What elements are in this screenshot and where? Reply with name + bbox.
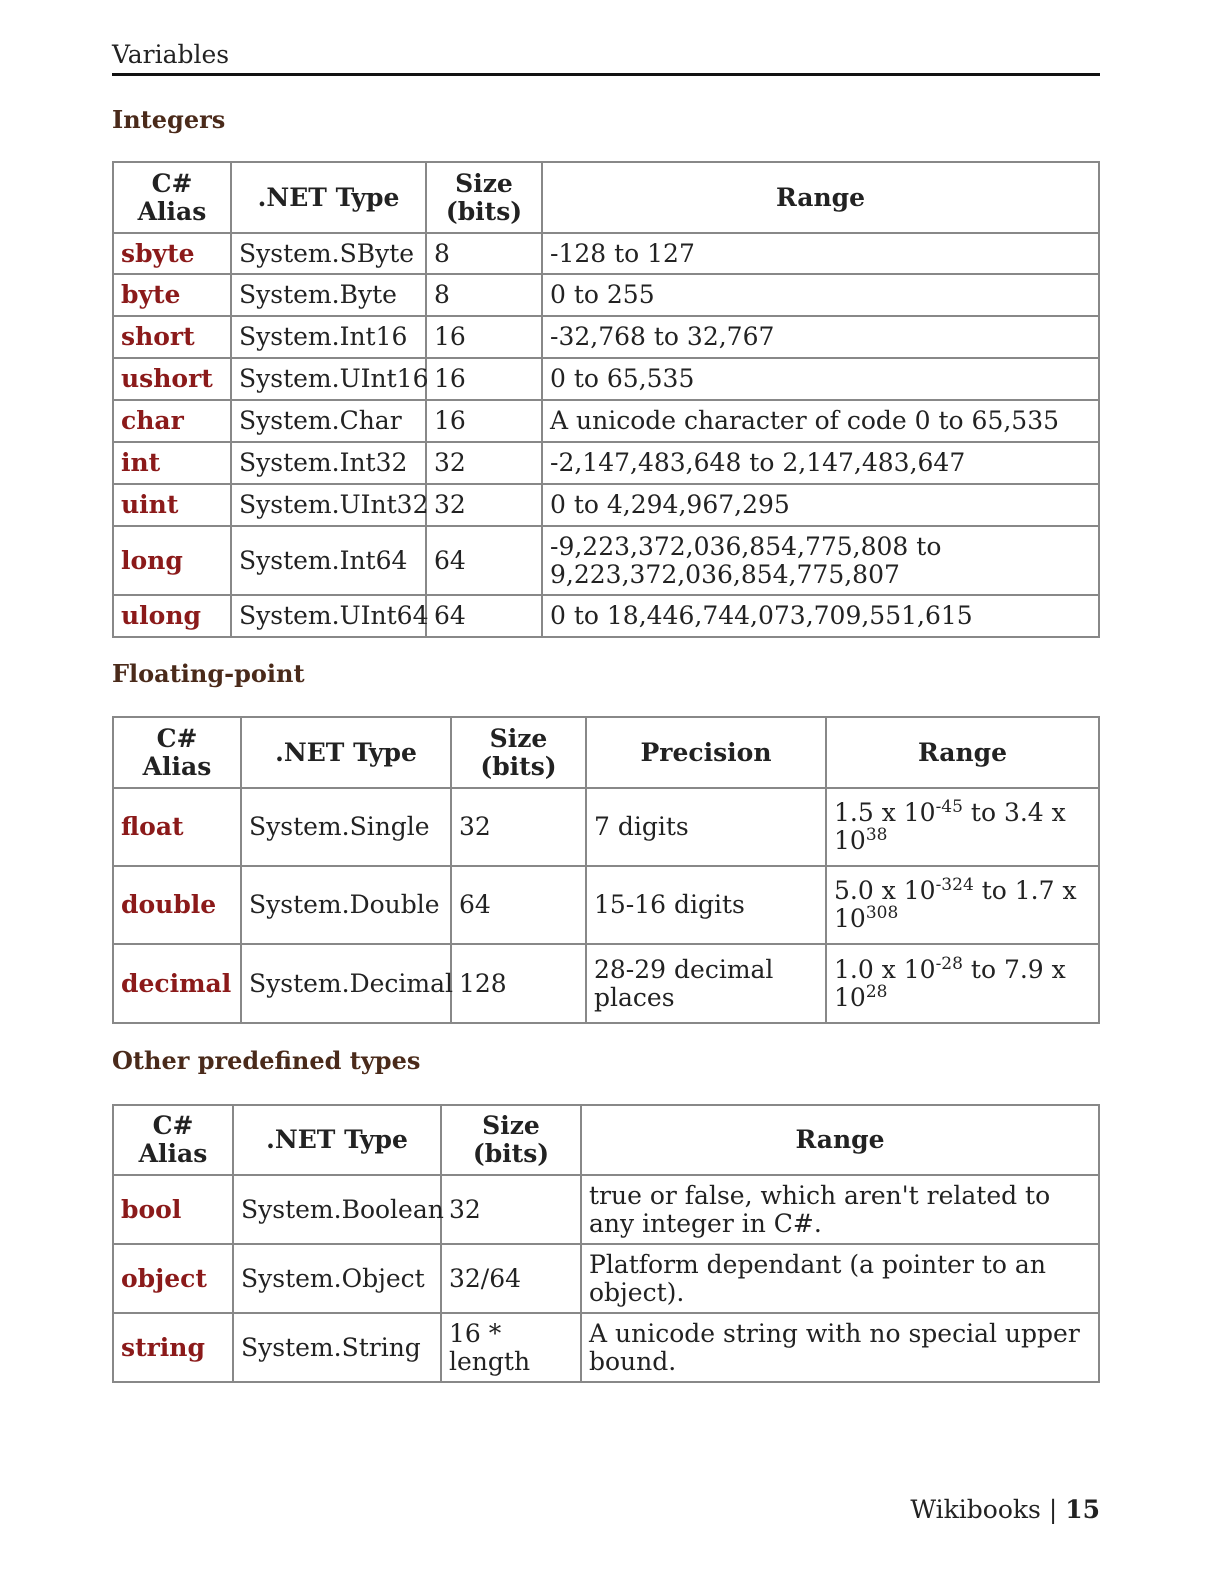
range-exponent: -324 xyxy=(935,875,974,895)
net-type-cell: System.Int16 xyxy=(231,316,426,358)
table-row xyxy=(113,316,1099,358)
alias-cell: double xyxy=(113,866,241,944)
page-number: 15 xyxy=(1065,1495,1100,1524)
size-cell: 16 * length xyxy=(441,1313,581,1382)
net-type-cell: System.Double xyxy=(241,866,451,944)
precision-cell: 15-16 digits xyxy=(586,866,826,944)
table-row xyxy=(113,1175,1099,1244)
header-cell: .NET Type xyxy=(233,1105,441,1175)
range-base: 1.0 x 10 xyxy=(834,954,936,984)
header-cell: Size (bits) xyxy=(426,162,542,233)
alias-cell: uint xyxy=(113,484,231,526)
range-cell: A unicode character of code 0 to 65,535 xyxy=(542,400,1099,442)
header-cell: Size (bits) xyxy=(451,717,586,788)
table-row xyxy=(113,400,1099,442)
net-type-cell: System.Byte xyxy=(231,274,426,316)
table-row xyxy=(113,788,1099,866)
other-types-table xyxy=(112,1104,1100,1383)
size-cell: 64 xyxy=(426,526,542,595)
table-row xyxy=(113,484,1099,526)
integers-table xyxy=(112,161,1100,638)
range-cell: 0 to 255 xyxy=(542,274,1099,316)
header-cell: Range xyxy=(581,1105,1099,1175)
range-mid: to 3.4 x 10 xyxy=(834,798,1066,855)
alias-cell: ushort xyxy=(113,358,231,400)
alias-cell: byte xyxy=(113,274,231,316)
table-row xyxy=(113,274,1099,316)
range-exponent: -45 xyxy=(935,797,963,817)
range-cell xyxy=(826,788,1099,866)
header-cell: C# Alias xyxy=(113,1105,233,1175)
size-cell: 64 xyxy=(426,595,542,637)
range-base: 5.0 x 10 xyxy=(834,876,936,905)
range-cell: 0 to 65,535 xyxy=(542,358,1099,400)
range-exponent: 28 xyxy=(865,981,888,1002)
alias-cell: ulong xyxy=(113,595,231,637)
page-footer xyxy=(910,1495,1100,1524)
size-cell: 64 xyxy=(451,866,586,944)
net-type-cell: System.Char xyxy=(231,400,426,442)
range-cell: -9,223,372,036,854,775,808 to 9,223,372,036,854,775,807 xyxy=(542,526,1099,595)
range-cell xyxy=(826,866,1099,944)
page-header-title: Variables xyxy=(112,40,230,69)
size-cell: 128 xyxy=(451,944,586,1023)
alias-cell: bool xyxy=(113,1175,233,1244)
range-cell: 0 to 4,294,967,295 xyxy=(542,484,1099,526)
range-exponent: -28 xyxy=(935,953,963,974)
footer-publisher: Wikibooks xyxy=(910,1495,1041,1524)
net-type-cell: System.String xyxy=(233,1313,441,1382)
net-type-cell: System.Int32 xyxy=(231,442,426,484)
other-section-title: Other predefined types xyxy=(112,1046,421,1075)
header-cell: Precision xyxy=(586,717,826,788)
size-cell: 16 xyxy=(426,400,542,442)
table-row xyxy=(113,866,1099,944)
range-cell: 0 to 18,446,744,073,709,551,615 xyxy=(542,595,1099,637)
header-cell: C# Alias xyxy=(113,717,241,788)
net-type-cell: System.Decimal xyxy=(241,944,451,1023)
other-header-row xyxy=(113,1105,1099,1175)
table-row xyxy=(113,944,1099,1023)
range-cell: -32,768 to 32,767 xyxy=(542,316,1099,358)
table-row xyxy=(113,1313,1099,1382)
floating-section-title: Floating-point xyxy=(112,659,305,688)
footer-separator: | xyxy=(1048,1495,1058,1524)
range-exponent: 308 xyxy=(865,903,899,923)
alias-cell: int xyxy=(113,442,231,484)
header-cell: Range xyxy=(826,717,1099,788)
net-type-cell: System.UInt32 xyxy=(231,484,426,526)
net-type-cell: System.Int64 xyxy=(231,526,426,595)
range-cell: true or false, which aren't related to any integer in C#. xyxy=(581,1175,1099,1244)
alias-cell: short xyxy=(113,316,231,358)
alias-cell: object xyxy=(113,1244,233,1313)
net-type-cell: System.UInt64 xyxy=(231,595,426,637)
net-type-cell: System.Single xyxy=(241,788,451,866)
alias-cell: long xyxy=(113,526,231,595)
range-cell: A unicode string with no special upper bound. xyxy=(581,1313,1099,1382)
range-cell: -128 to 127 xyxy=(542,233,1099,274)
net-type-cell: System.Boolean xyxy=(233,1175,441,1244)
integers-header-row xyxy=(113,162,1099,233)
floating-header-row xyxy=(113,717,1099,788)
floating-table xyxy=(112,716,1100,1024)
precision-cell: 28-29 decimal places xyxy=(586,944,826,1023)
size-cell: 8 xyxy=(426,274,542,316)
net-type-cell: System.SByte xyxy=(231,233,426,274)
alias-cell: float xyxy=(113,788,241,866)
table-row xyxy=(113,442,1099,484)
net-type-cell: System.UInt16 xyxy=(231,358,426,400)
size-cell: 16 xyxy=(426,358,542,400)
alias-cell: sbyte xyxy=(113,233,231,274)
size-cell: 32 xyxy=(451,788,586,866)
size-cell: 32 xyxy=(426,484,542,526)
size-cell: 16 xyxy=(426,316,542,358)
precision-cell: 7 digits xyxy=(586,788,826,866)
header-rule xyxy=(112,73,1100,76)
header-cell: .NET Type xyxy=(241,717,451,788)
alias-cell: char xyxy=(113,400,231,442)
size-cell: 32/64 xyxy=(441,1244,581,1313)
table-row xyxy=(113,358,1099,400)
size-cell: 8 xyxy=(426,233,542,274)
integers-section-title: Integers xyxy=(112,105,226,134)
header-cell: Size (bits) xyxy=(441,1105,581,1175)
table-row xyxy=(113,233,1099,274)
table-row xyxy=(113,526,1099,595)
size-cell: 32 xyxy=(441,1175,581,1244)
header-cell: Range xyxy=(542,162,1099,233)
range-mid: to 1.7 x 10 xyxy=(834,876,1077,933)
range-exponent: 38 xyxy=(865,825,888,845)
net-type-cell: System.Object xyxy=(233,1244,441,1313)
alias-cell: decimal xyxy=(113,944,241,1023)
alias-cell: string xyxy=(113,1313,233,1382)
table-row xyxy=(113,1244,1099,1313)
range-cell: Platform dependant (a pointer to an object). xyxy=(581,1244,1099,1313)
header-cell: C# Alias xyxy=(113,162,231,233)
table-row xyxy=(113,595,1099,637)
header-cell: .NET Type xyxy=(231,162,426,233)
range-base: 1.5 x 10 xyxy=(834,798,936,827)
size-cell: 32 xyxy=(426,442,542,484)
range-cell: -2,147,483,648 to 2,147,483,647 xyxy=(542,442,1099,484)
range-mid: to 7.9 x 10 xyxy=(834,954,1066,1012)
range-cell xyxy=(826,944,1099,1023)
